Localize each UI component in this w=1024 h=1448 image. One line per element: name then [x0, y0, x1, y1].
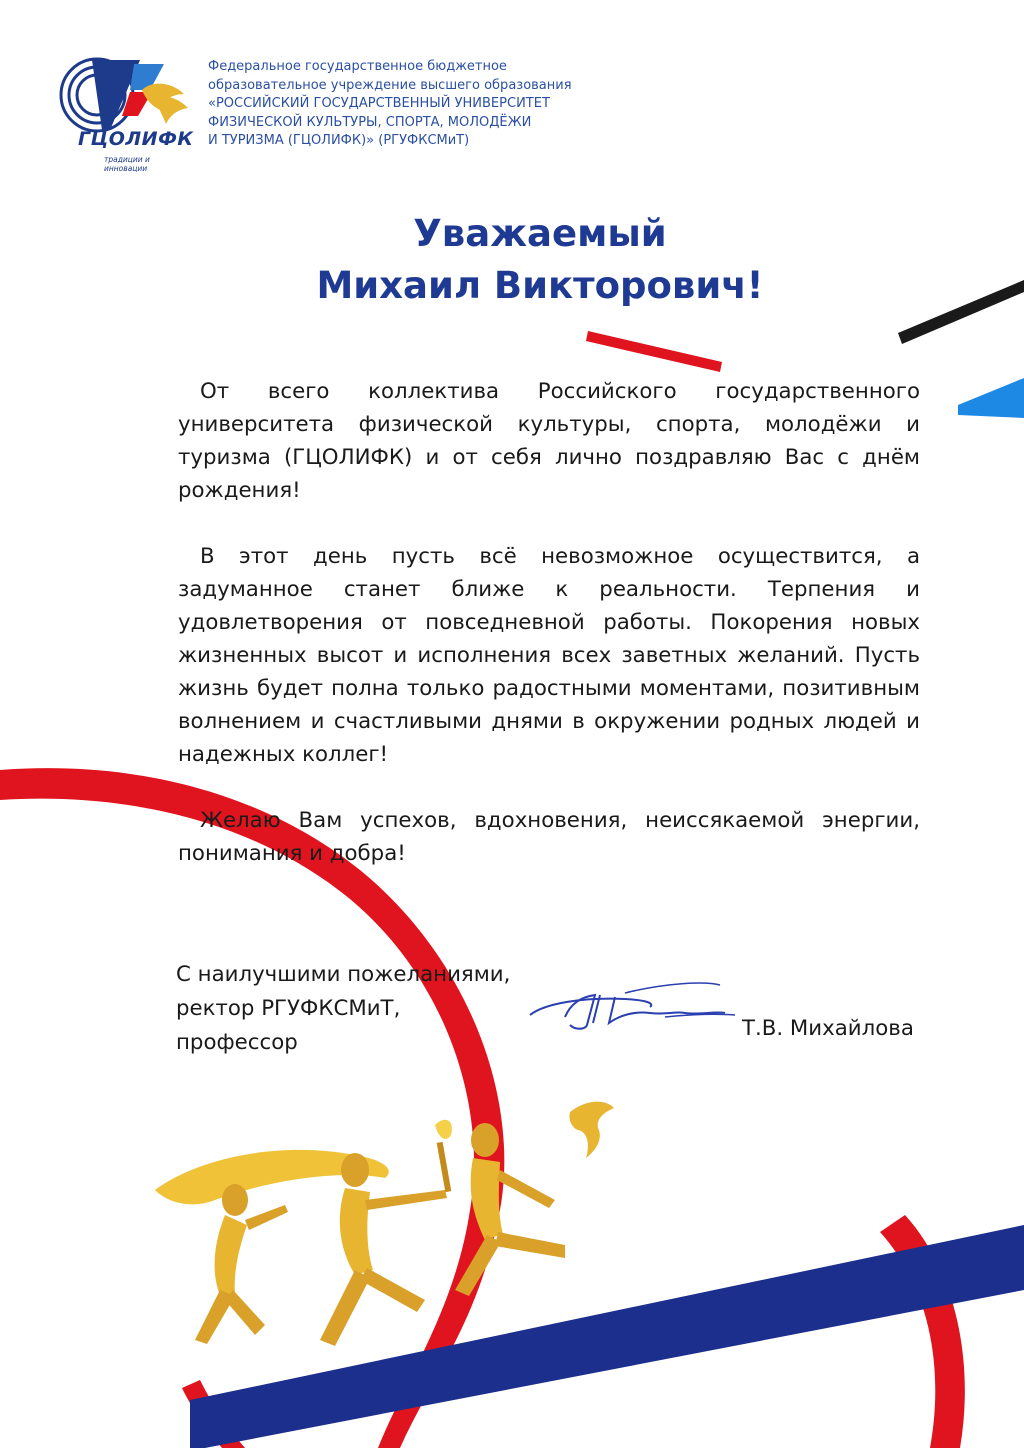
greeting-line-2: Михаил Викторович!	[316, 264, 764, 307]
blue-triangle	[958, 378, 1024, 418]
org-line: Федеральное государственное бюджетное	[208, 59, 507, 74]
paragraph: Желаю Вам успехов, вдохновения, неиссякаемой энергии, понимания и добра!	[178, 808, 920, 866]
letter-body	[178, 375, 920, 903]
greeting-title	[250, 208, 830, 312]
relay-runners-icon	[155, 1100, 625, 1350]
org-line: И ТУРИЗМА (ГЦОЛИФК)» (РГУФКСМиТ)	[208, 133, 470, 149]
closing-line: ректор РГУФКСМиТ,	[176, 996, 401, 1021]
signature-icon	[525, 975, 740, 1040]
logo-subtitle: традиции и инновации	[104, 155, 150, 173]
closing-line: профессор	[176, 1030, 298, 1055]
organization-name	[208, 58, 648, 151]
org-line: ФИЗИЧЕСКОЙ КУЛЬТУРЫ, СПОРТА, МОЛОДЁЖИ	[208, 114, 532, 130]
signer-name: Т.В. Михайлова	[742, 1016, 914, 1041]
paragraph: От всего коллектива Российского государственного университета физической культуры, спорта, молодёжи и туризма (ГЦОЛИФК) и от себя лично поздравляю Вас с днём рождения!	[178, 379, 920, 503]
greeting-line-1: Уважаемый	[413, 212, 667, 255]
paragraph: В этот день пусть всё невозможное осуществится, а задуманное станет ближе к реальности. Терпения и удовлетворения от повседневной работы. Покорения новых жизненных высот и исполнения всех заветных желаний. Пусть жизнь будет полна только радостными моментами, позитивным волнением и счастливыми днями в окружении родных людей и надежных коллег!	[178, 544, 920, 767]
closing-line: С наилучшими пожеланиями,	[176, 962, 511, 987]
closing-block	[176, 958, 510, 1060]
logo-text: ГЦОЛИФК	[78, 128, 194, 150]
red-dash-top	[586, 331, 722, 372]
org-line: «РОССИЙСКИЙ ГОСУДАРСТВЕННЫЙ УНИВЕРСИТЕТ	[208, 96, 550, 112]
org-line: образовательное учреждение высшего образования	[208, 77, 572, 93]
black-stripe	[898, 280, 1024, 344]
